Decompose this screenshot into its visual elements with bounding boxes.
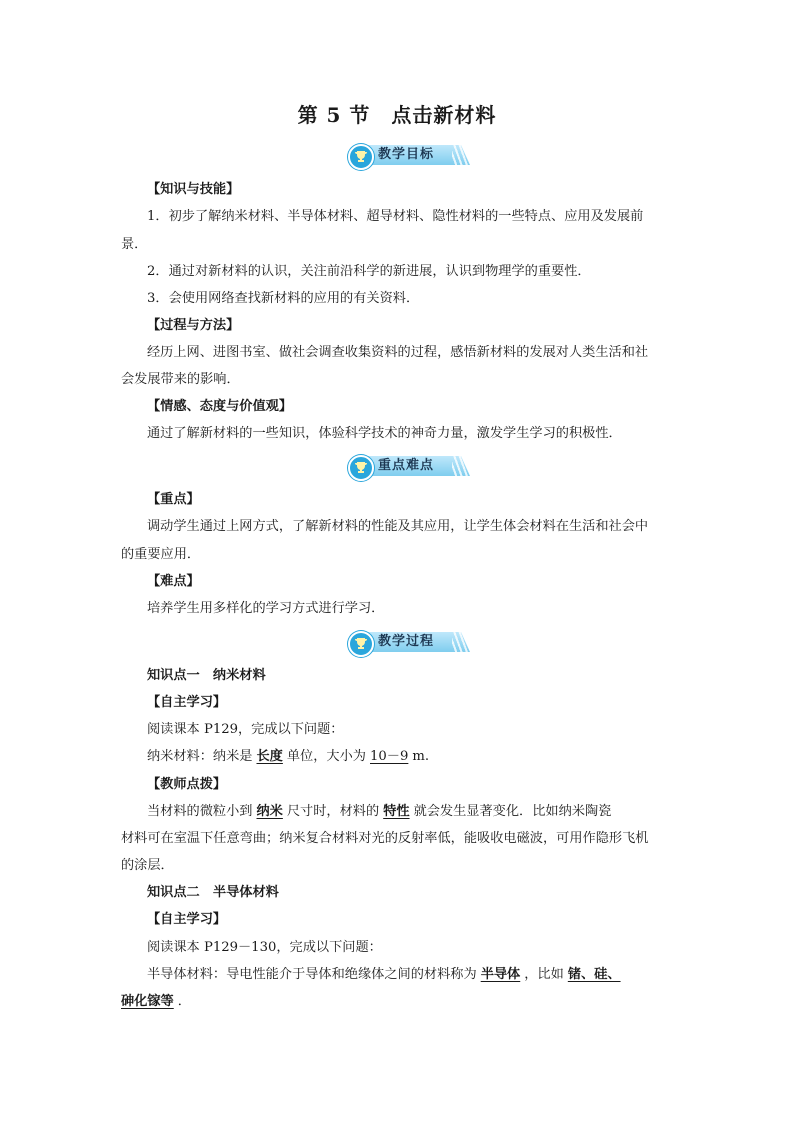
paragraph-line: 半导体材料：导电性能介于导体和绝缘体之间的材料称为 半导体 ，比如 锗、硅、	[121, 966, 707, 984]
paragraph-line: 阅读课本 P129，完成以下问题：	[147, 722, 344, 737]
section-title-process: 教学过程	[378, 634, 435, 649]
paragraph-line: 材料可在室温下任意弯曲；纳米复合材料对光的反射率低，能吸收电磁波，可用作隐形飞机	[121, 831, 649, 846]
paragraph-line: 1．初步了解纳米材料、半导体材料、超导材料、隐性材料的一些特点、应用及发展前	[147, 209, 644, 224]
page-title: 第 5 节 点击新材料	[297, 103, 497, 127]
paragraph-line: 通过了解新材料的一些知识，体验科学技术的神奇力量，激发学生学习的积极性．	[147, 426, 622, 441]
paragraph-line: 培养学生用多样化的学习方式进行学习．	[147, 601, 385, 616]
subheading: 【难点】	[147, 574, 200, 589]
paragraph-line: 当材料的微粒小到 纳米 尺寸时，材料的 特性 就会发生显著变化．比如纳米陶瓷	[147, 804, 612, 819]
subheading: 【过程与方法】	[147, 318, 240, 333]
answer-blank: 10－9	[370, 749, 409, 764]
subheading: 【教师点拨】	[147, 777, 227, 792]
paragraph-line: 砷化镓等 ．	[121, 994, 191, 1009]
section-title-keypoints: 重点难点	[378, 458, 435, 473]
answer-blank: 半导体	[480, 967, 521, 982]
subheading: 【自主学习】	[147, 912, 227, 927]
knowledge-point-heading: 知识点二 半导体材料	[147, 885, 279, 900]
section-title-goals: 教学目标	[378, 147, 435, 162]
subheading: 【自主学习】	[147, 695, 227, 710]
trophy-icon	[348, 144, 374, 170]
section-banner-keypoints	[348, 454, 470, 478]
trophy-icon	[348, 631, 374, 657]
answer-blank: 长度	[256, 749, 283, 764]
section-banner-process	[348, 630, 470, 654]
paragraph-line: 经历上网、进图书室、做社会调查收集资料的过程，感悟新材料的发展对人类生活和社	[147, 345, 649, 360]
answer-blank: 锗、硅、	[567, 967, 621, 982]
paragraph-line: 2．通过对新材料的认识，关注前沿科学的新进展，认识到物理学的重要性．	[147, 264, 591, 279]
paragraph-line: 调动学生通过上网方式，了解新材料的性能及其应用，让学生体会材料在生活和社会中	[147, 519, 649, 534]
subheading: 【重点】	[147, 492, 200, 507]
paragraph-line: 3．会使用网络查找新材料的应用的有关资料．	[147, 291, 420, 306]
section-banner-goals	[348, 143, 470, 167]
answer-blank: 特性	[383, 804, 410, 819]
trophy-icon	[348, 455, 374, 481]
paragraph-line: 的重要应用．	[121, 547, 201, 562]
paragraph-line: 纳米材料：纳米是 长度 单位，大小为 10－9 m.	[147, 749, 430, 764]
answer-blank: 纳米	[256, 804, 283, 819]
paragraph-line: 阅读课本 P129－130，完成以下问题：	[147, 940, 382, 955]
paragraph-line: 景．	[121, 237, 148, 252]
subheading: 【知识与技能】	[147, 182, 240, 197]
answer-blank: 砷化镓等	[121, 994, 174, 1009]
subheading: 【情感、态度与价值观】	[147, 399, 293, 414]
paragraph-line: 的涂层．	[121, 858, 174, 873]
paragraph-line: 会发展带来的影响．	[121, 372, 240, 387]
knowledge-point-heading: 知识点一 纳米材料	[147, 668, 266, 683]
